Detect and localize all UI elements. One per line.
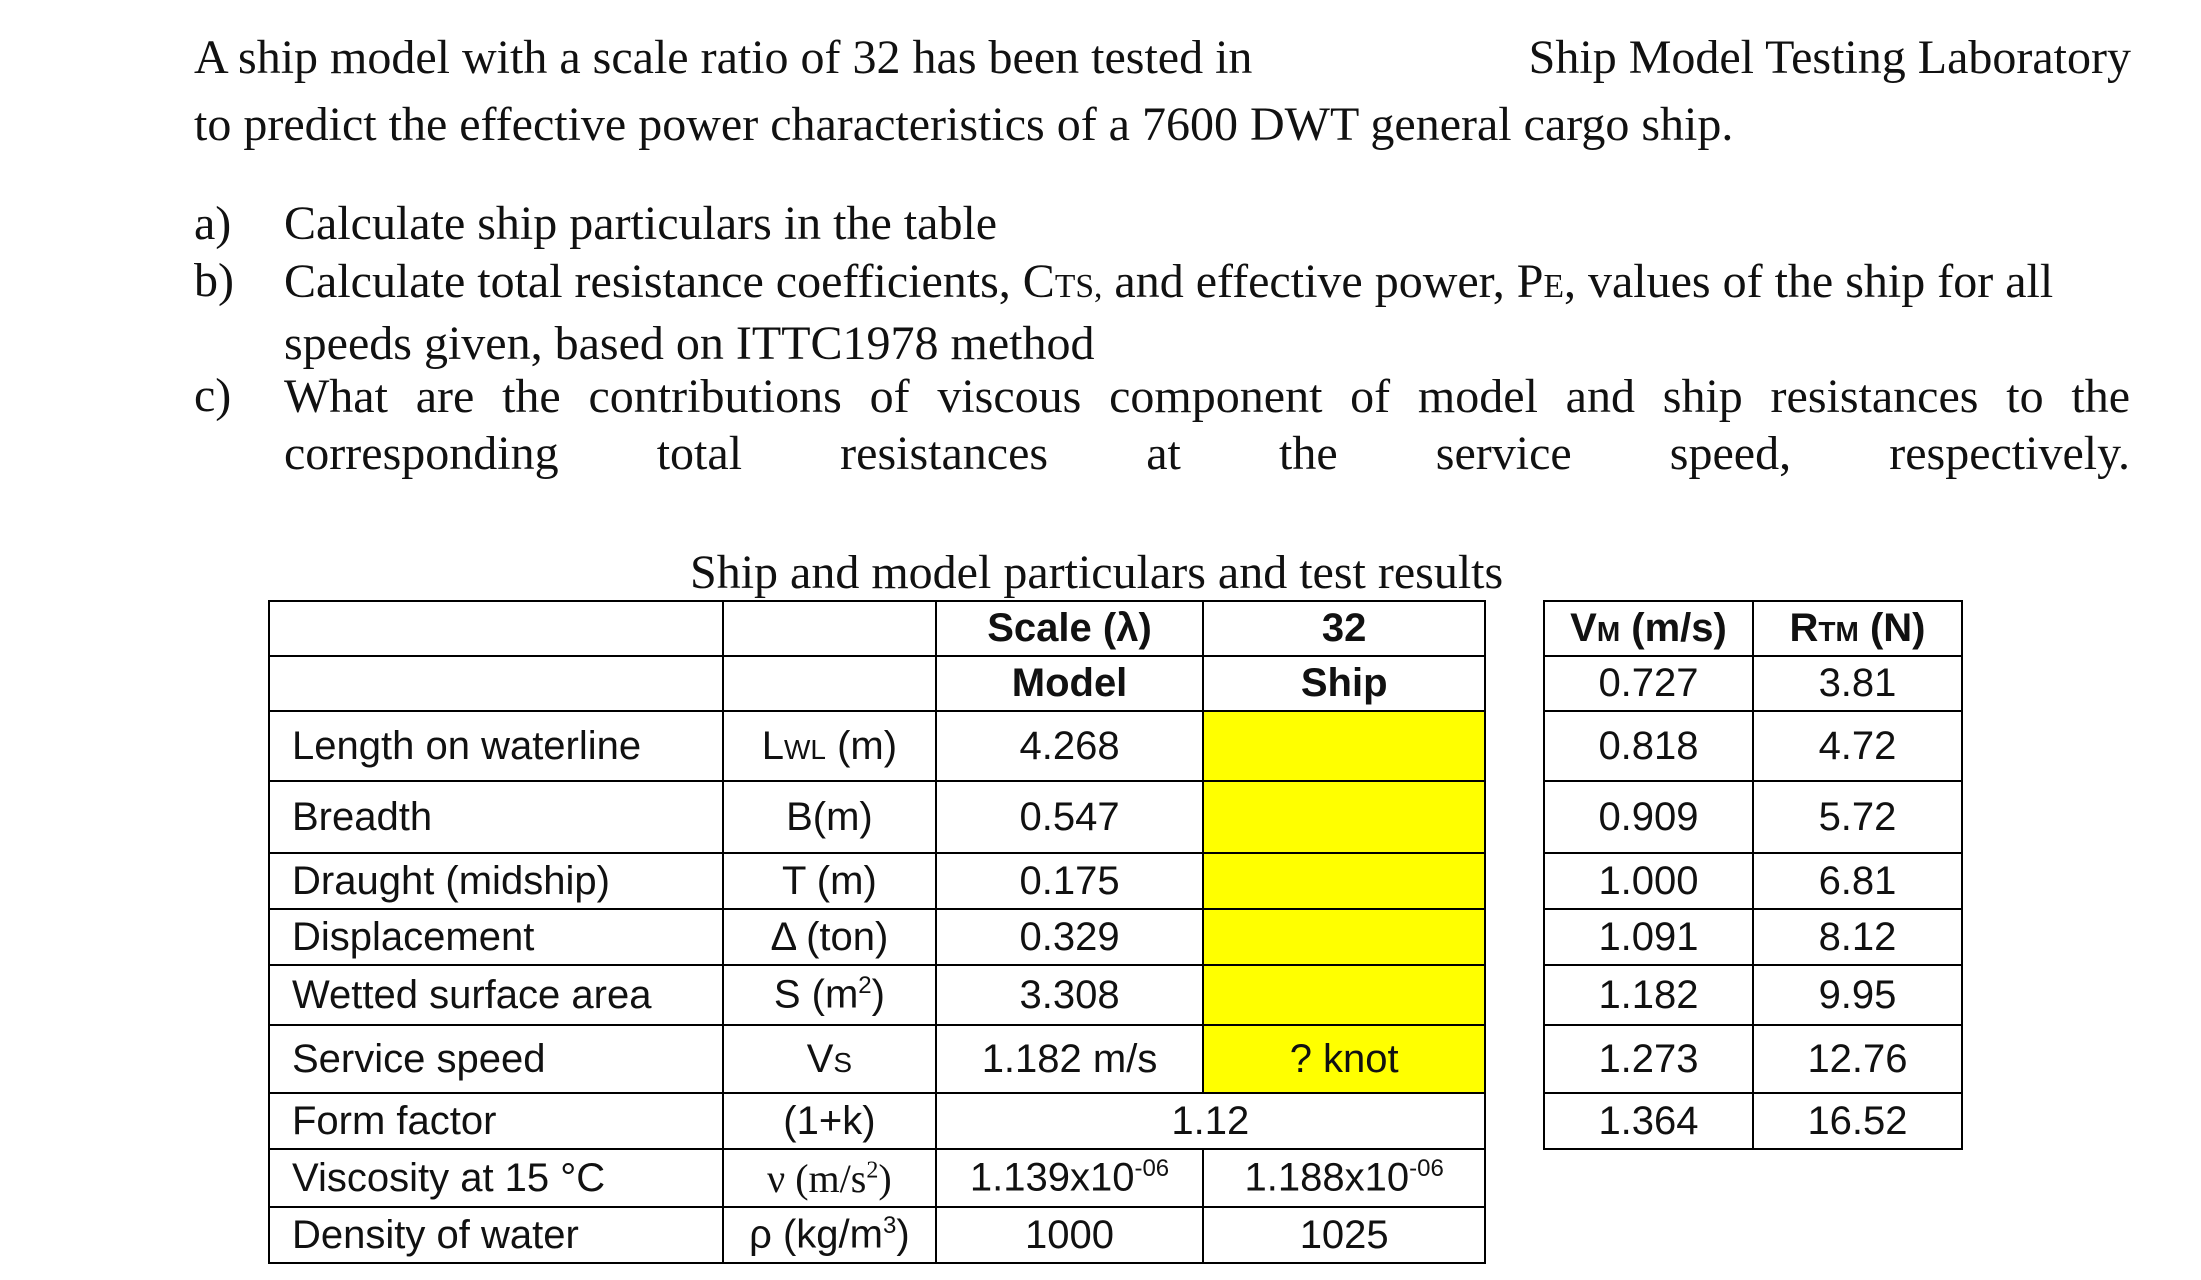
ship-value-input[interactable]: ? knot <box>1203 1025 1485 1093</box>
vm-value: 1.000 <box>1544 853 1753 909</box>
question-c-body: What are the contributions of viscous component of model and ship resistances to the corresponding total resistances at the service speed, respectively. <box>284 370 2130 480</box>
question-b-sub-ts: TS, <box>1054 268 1103 305</box>
model-value: 3.308 <box>936 965 1204 1025</box>
row-label: Viscosity at 15 °C <box>269 1149 723 1207</box>
ship-value: $1.188x10^{-06}$ <box>1203 1149 1485 1207</box>
row-label: Service speed <box>269 1025 723 1093</box>
row-symbol: S $(m^2)$ <box>723 965 936 1025</box>
question-b-text <box>284 253 2130 372</box>
vm-value: 0.818 <box>1544 711 1753 781</box>
scale-label: Scale (λ) <box>936 601 1204 656</box>
scale-value: 32 <box>1203 601 1485 656</box>
table-row <box>269 965 1485 1025</box>
vm-value: 0.727 <box>1544 656 1753 711</box>
test-row <box>1544 965 1962 1025</box>
empty-cell <box>723 601 936 656</box>
test-row <box>1544 781 1962 853</box>
row-symbol: LWL (m) <box>723 711 936 781</box>
test-row <box>1544 656 1962 711</box>
test-row <box>1544 711 1962 781</box>
intro-line-1-left: A ship model with a scale ratio of 32 has been tested in <box>194 31 1253 84</box>
row-label: Draught (midship) <box>269 853 723 909</box>
ship-header: Ship <box>1203 656 1485 711</box>
intro-line-2: to predict the effective power characteristics of a 7600 DWT general cargo ship. <box>194 98 1734 151</box>
rtm-value: 16.52 <box>1753 1093 1962 1149</box>
table-row <box>269 853 1485 909</box>
question-b-mark: b) <box>194 254 234 307</box>
rtm-value: 6.81 <box>1753 853 1962 909</box>
header-row-model-ship <box>269 656 1485 711</box>
test-header-row <box>1544 601 1962 656</box>
vm-value: 1.091 <box>1544 909 1753 965</box>
empty-cell <box>723 656 936 711</box>
model-value: $1.139x10^{-06}$ <box>936 1149 1204 1207</box>
vm-value: 1.273 <box>1544 1025 1753 1093</box>
row-label: Wetted surface area <box>269 965 723 1025</box>
vm-value: 1.364 <box>1544 1093 1753 1149</box>
row-symbol: ν $(m/s^2)$ <box>723 1149 936 1207</box>
vm-header: VM (m/s) <box>1544 601 1753 656</box>
table-row <box>269 1149 1485 1207</box>
table-row <box>269 1207 1485 1263</box>
ship-value-input[interactable] <box>1203 853 1485 909</box>
model-value: 0.175 <box>936 853 1204 909</box>
row-label: Length on waterline <box>269 711 723 781</box>
rtm-value: 8.12 <box>1753 909 1962 965</box>
intro-line-1-right: Ship Model Testing Laboratory <box>1528 31 2131 84</box>
question-c-mark: c) <box>194 369 232 422</box>
vm-value: 0.909 <box>1544 781 1753 853</box>
model-value: 0.329 <box>936 909 1204 965</box>
question-b-part-b: and effective power, P <box>1102 255 1544 308</box>
ship-value: 1025 <box>1203 1207 1485 1263</box>
rtm-value: 12.76 <box>1753 1025 1962 1093</box>
row-symbol: ρ $(kg/m^3)$ <box>723 1207 936 1263</box>
rtm-header: RTM (N) <box>1753 601 1962 656</box>
row-symbol: Δ (ton) <box>723 909 936 965</box>
row-symbol: VS <box>723 1025 936 1093</box>
model-header: Model <box>936 656 1204 711</box>
test-row <box>1544 1025 1962 1093</box>
rtm-value: 5.72 <box>1753 781 1962 853</box>
model-value: 4.268 <box>936 711 1204 781</box>
test-row <box>1544 1093 1962 1149</box>
ship-value-input[interactable] <box>1203 909 1485 965</box>
question-a-mark: a) <box>194 197 232 250</box>
model-value: 1.182 m/s <box>936 1025 1204 1093</box>
ship-value-input[interactable] <box>1203 965 1485 1025</box>
table-row <box>269 711 1485 781</box>
table-caption: Ship and model particulars and test results <box>690 546 1504 599</box>
test-row <box>1544 909 1962 965</box>
table-row <box>269 1025 1485 1093</box>
rtm-value: 9.95 <box>1753 965 1962 1025</box>
question-b-sub-e: E <box>1543 268 1564 305</box>
model-value: 1000 <box>936 1207 1204 1263</box>
row-symbol: (1+k) <box>723 1093 936 1149</box>
test-results-table <box>1543 600 1963 1150</box>
row-label: Form factor <box>269 1093 723 1149</box>
row-symbol: B(m) <box>723 781 936 853</box>
test-row <box>1544 853 1962 909</box>
empty-cell <box>269 656 723 711</box>
row-label: Density of water <box>269 1207 723 1263</box>
ship-value-input[interactable] <box>1203 781 1485 853</box>
table-row <box>269 909 1485 965</box>
question-b-part-c: , values of the ship for all speeds given, based on ITTC1978 method <box>284 255 2054 370</box>
table-row <box>269 1093 1485 1149</box>
shared-value: 1.12 <box>936 1093 1485 1149</box>
question-c-text <box>284 368 2130 482</box>
model-value: 0.547 <box>936 781 1204 853</box>
question-b-part-a: Calculate total resistance coefficients, C <box>284 255 1055 308</box>
rtm-value: 3.81 <box>1753 656 1962 711</box>
vm-value: 1.182 <box>1544 965 1753 1025</box>
row-symbol: T (m) <box>723 853 936 909</box>
row-label: Breadth <box>269 781 723 853</box>
empty-cell <box>269 601 723 656</box>
particulars-table <box>268 600 1486 1264</box>
row-label: Displacement <box>269 909 723 965</box>
ship-value-input[interactable] <box>1203 711 1485 781</box>
rtm-value: 4.72 <box>1753 711 1962 781</box>
question-a-text: Calculate ship particulars in the table <box>284 197 998 250</box>
table-row <box>269 781 1485 853</box>
header-row-scale <box>269 601 1485 656</box>
